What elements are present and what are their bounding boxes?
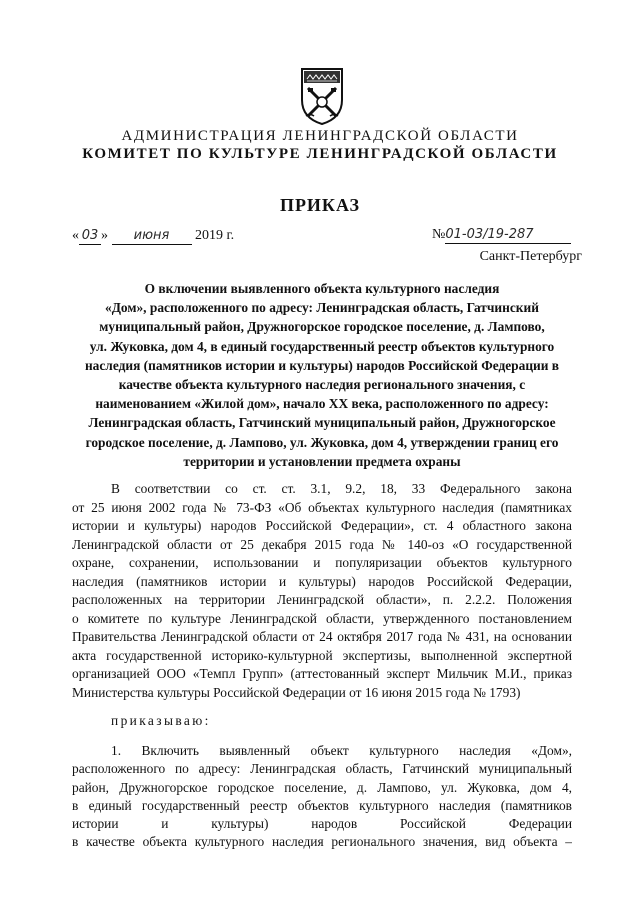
preamble-line: от 25 июня 2002 года № 73-ФЗ «Об объектах культурного наследия (памятниках xyxy=(72,499,572,515)
heading-line: наименованием «Жилой дом», начало XX века, расположенного по адресу: xyxy=(95,396,549,412)
preamble-line: Ленинградской области от 25 декабря 2015 года № 140-оз «О государственной xyxy=(72,536,572,552)
paragraph-line: истории и культуры) народов Российской Федерации xyxy=(72,816,572,832)
order-word: приказываю: xyxy=(111,713,211,728)
order-number xyxy=(432,227,571,244)
coat-of-arms-emblem xyxy=(298,66,346,126)
date-month: июня xyxy=(133,228,170,243)
number-value: 01-03/19-287 xyxy=(445,227,534,242)
preamble-paragraph xyxy=(72,480,572,702)
preamble-line: акта государственной историко-культурной экспертизы, выполненной экспертной xyxy=(72,647,572,663)
preamble-line: Министерства культуры Российской Федерации от 16 июня 2015 года № 1793) xyxy=(72,684,521,700)
heading-line: муниципальный район, Дружногорское городское поселение, д. Лампово, xyxy=(99,319,545,335)
heading-line: Ленинградская область, Гатчинский муниципальный район, Дружногорское xyxy=(88,415,556,431)
heading-line: территории и установлении предмета охраны xyxy=(183,453,461,469)
city-name: Санкт-Петербург xyxy=(479,249,582,264)
preamble-line: организацией ООО «Темпл Групп» (аттестованный эксперт Мильчик М.И., приказ xyxy=(72,666,572,681)
preamble-line: охране, сохранении, использовании и популяризации объектов культурного xyxy=(72,555,572,570)
heading-line: О включении выявленного объекта культурного наследия xyxy=(144,281,500,296)
date-day: 03 xyxy=(81,228,99,243)
order-paragraph-1 xyxy=(72,742,572,852)
date-open-quote: « xyxy=(72,228,79,243)
heading-line: качестве объекта культурного наследия регионального значения, с xyxy=(118,377,526,393)
preamble-line: наследия (памятников истории и культуры) народов Российской Федерации, xyxy=(72,573,572,589)
heading-line: «Дом», расположенного по адресу: Ленинградская область, Гатчинский xyxy=(105,300,539,316)
date-close-quote: » xyxy=(101,228,108,243)
administration-name: АДМИНИСТРАЦИЯ ЛЕНИНГРАДСКОЙ ОБЛАСТИ xyxy=(121,128,519,144)
order-date xyxy=(72,228,234,245)
paragraph-line: в единый государственный реестр объектов культурного наследия (памятников xyxy=(72,797,572,813)
heading-line: ул. Жуковка, дом 4, в единый государственный реестр объектов культурного xyxy=(89,338,555,354)
paragraph-line: 1. Включить выявленный объект культурного наследия «Дом», xyxy=(111,743,572,758)
paragraph-line: район, Дружногорское городское поселение, д. Лампово, ул. Жуковка, дом 4, xyxy=(72,779,572,795)
preamble-line: расположенных на территории Ленинградской области», п. 2.2.2. Положения xyxy=(72,592,572,607)
preamble-line: Правительства Ленинградской области от 24 октября 2017 года № 431, на основании xyxy=(72,629,572,644)
order-heading xyxy=(72,279,572,471)
paragraph-line: в качестве объекта культурного наследия регионального значения, вид объекта – xyxy=(72,834,572,850)
preamble-line: о комитете по культуре Ленинградской области, утвержденного постановлением xyxy=(72,610,572,626)
document-title: ПРИКАЗ xyxy=(279,195,361,215)
paragraph-line: расположенного по адресу: Ленинградская область, Гатчинский муниципальный xyxy=(72,761,572,777)
preamble-line: истории и культуры) народов Российской Федерации», ст. 4 областного закона xyxy=(72,518,572,533)
committee-name: КОМИТЕТ ПО КУЛЬТУРЕ ЛЕНИНГРАДСКОЙ ОБЛАСТИ xyxy=(82,146,558,162)
heading-line: наследия (памятников истории и культуры) народов Российской Федерации в xyxy=(84,357,560,373)
heading-line: городское поселение, д. Лампово, ул. Жуковка, дом 4, утверждении границ его xyxy=(85,434,559,450)
preamble-line: В соответствии со ст. ст. 3.1, 9.2, 18, 33 Федерального закона xyxy=(111,481,572,496)
date-year: 2019 г. xyxy=(195,228,235,243)
number-prefix: № xyxy=(432,227,446,242)
